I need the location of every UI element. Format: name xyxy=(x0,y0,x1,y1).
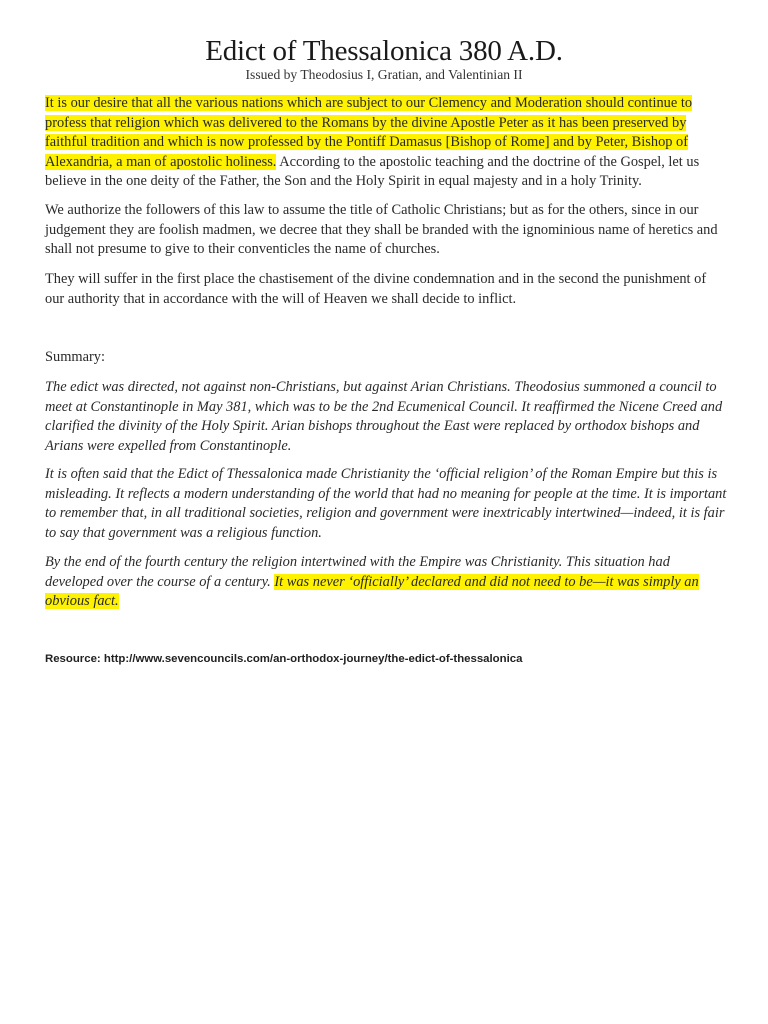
document-subtitle: Issued by Theodosius I, Gratian, and Valentinian II xyxy=(245,67,523,82)
summary-paragraph-2 xyxy=(45,465,728,543)
edict-paragraph-2 xyxy=(45,201,728,260)
edict-paragraph-3 xyxy=(45,270,728,309)
paragraph-text: They will suffer in the first place the chastisement of the divine condemnation and in the second the punishment of our authority that in accordance with the will of Heaven we shall decide to inflict. xyxy=(45,271,707,307)
paragraph-text: It is often said that the Edict of Thessalonica made Christianity the ‘official religion’ of the Roman Empire but this is misleading. It reflects a modern understanding of the world that had no meaning for people at the time. It is important to remember that, in all traditional societies, religion and government were inextricably intertwined—indeed, it is fair to say that government was a religious function. xyxy=(45,466,727,541)
summary-paragraph-1 xyxy=(45,378,728,456)
summary-label: Summary: xyxy=(45,349,105,365)
document-title: Edict of Thessalonica 380 A.D. xyxy=(205,35,563,67)
highlighted-text: It was never ‘officially’ declared and did not need to be—it was simply an obvious fact. xyxy=(45,573,699,609)
highlighted-text: It is our desire that all the various nations which are subject to our Clemency and Moderation should continue to profess that religion which was delivered to the Romans by the divine Apostle Peter as it has been preserved by faithful tradition and which is now professed by the Pontiff Damasus [Bishop of Rome] and by Peter, Bishop of Alexandria, a man of apostolic holiness. xyxy=(45,95,693,170)
resource-link[interactable]: Resource: http://www.sevencouncils.com/an-orthodox-journey/the-edict-of-thessalonica xyxy=(45,653,523,665)
paragraph-text: The edict was directed, not against non-Christians, but against Arian Christians. Theodosius summoned a council to meet at Constantinople in May 381, which was to be the 2nd Ecumenical Council. It reaffirmed the Nicene Creed and clarified the divinity of the Holy Spirit. Arian bishops throughout the East were replaced by orthodox bishops and Arians were expelled from Constantinople. xyxy=(45,379,723,454)
paragraph-text: By the end of the fourth century the religion intertwined with the Empire was Christianity. This situation had developed over the course of a century. xyxy=(45,554,670,590)
summary-heading xyxy=(45,348,728,368)
paragraph-text: We authorize the followers of this law to assume the title of Catholic Christians; but as for the others, since in our judgement they are foolish madmen, we decree that they shall be branded with the ignominious name of heretics and shall not presume to give to their conventicles the name of churches. xyxy=(45,202,718,257)
edict-paragraph-1 xyxy=(45,94,728,192)
summary-paragraph-3 xyxy=(45,553,728,612)
paragraph-text: According to the apostolic teaching and the doctrine of the Gospel, let us believe in the one deity of the Father, the Son and the Holy Spirit in equal majesty and in a holy Trinity. xyxy=(45,153,700,189)
